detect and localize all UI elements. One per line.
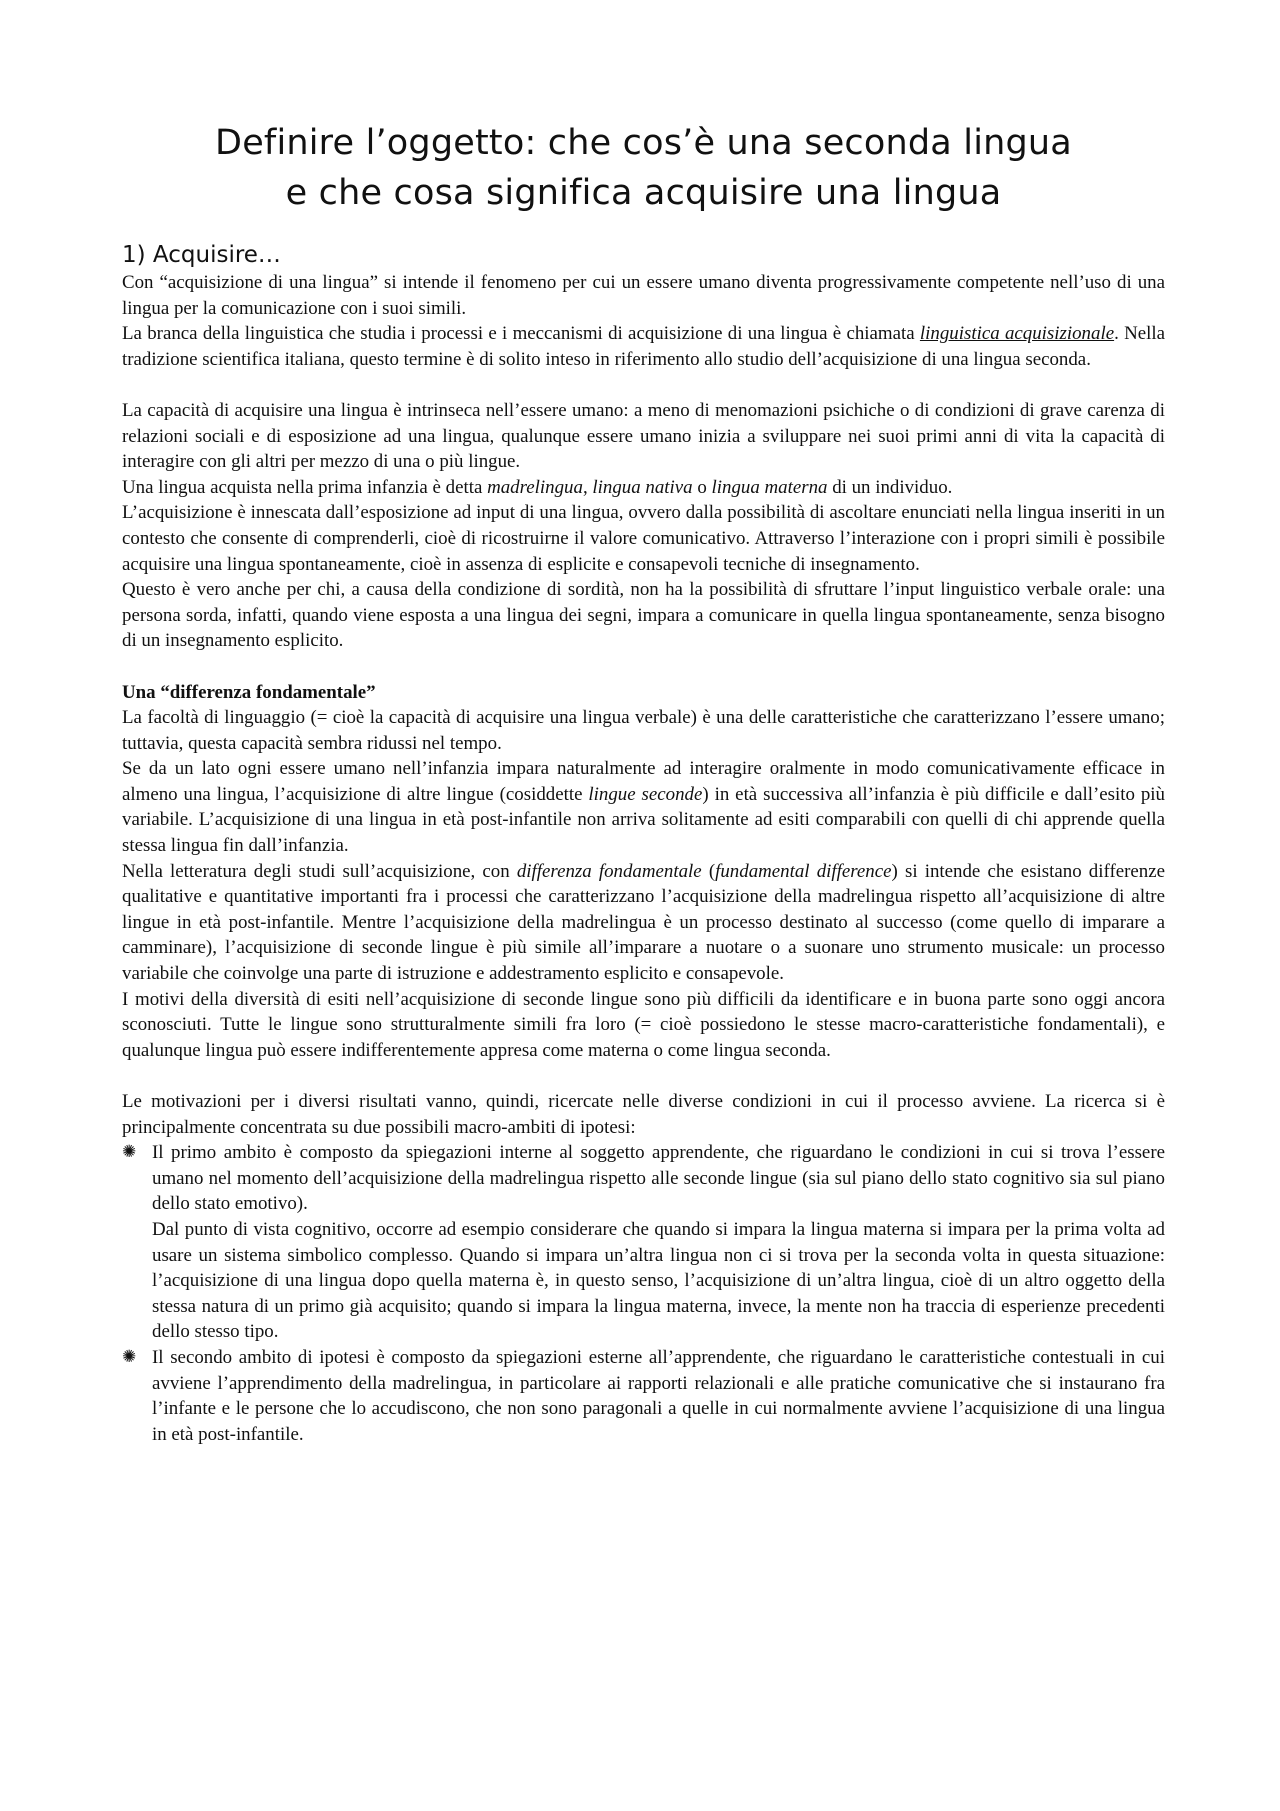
term-differenza-fondamentale: differenza fondamentale xyxy=(516,860,702,882)
term-linguistica-acquisizionale: linguistica acquisizionale xyxy=(919,323,1115,345)
paragraph: La capacità di acquisire una lingua è intrinseca nell’essere umano: a meno di menomazioni psichiche o di condizioni di grave carenza di relazioni sociali e di esposizione ad una lingua, qualunque essere umano inizia a sviluppare nei suoi primi anni di vita la capacità di interagire con gli altri per mezzo di una o più lingue. xyxy=(122,399,1165,473)
term-lingue-seconde: lingue seconde xyxy=(588,783,703,805)
list-item xyxy=(122,1345,1165,1447)
title-line-1: Definire l’oggetto: che cos’è una seconda lingua xyxy=(215,123,1072,163)
paragraph: Nella letteratura degli studi sull’acquisizione, con differenza fondamentale (fundamental difference) si intende che esistano differenze qualitative e quantitative importanti fra i processi che caratterizzano l’acquisizione della madrelingua rispetto all’acquisizione di altre lingue in età post-infantile. Mentre l’acquisizione della madrelingua è un processo destinato al successo (come quello di imparare a camminare), l’acquisizione di seconde lingue è più simile all’imparare a nuotare o a suonare uno strumento musicale: un processo variabile che coinvolge una parte di istruzione e addestramento esplicito e consapevole. xyxy=(122,860,1166,985)
document-body xyxy=(122,270,1165,1447)
paragraph-gap xyxy=(122,654,1165,680)
list-item-text: Il secondo ambito di ipotesi è composto da spiegazioni esterne all’apprendente, che riguardano le caratteristiche contestuali in cui avviene l’apprendimento della madrelingua, in particolare ai rapporti relazionali e alle pratiche comunicative che si instaurano fra l’infante e le persone che lo accudiscono, che non sono paragonali a quelle in cui normalmente avviene l’acquisizione di una lingua in età post-infantile. xyxy=(152,1346,1165,1445)
paragraph-gap xyxy=(122,1063,1165,1089)
term-fundamental-difference: fundamental difference xyxy=(715,860,892,882)
hypothesis-list xyxy=(122,1140,1165,1447)
term-madrelingua: madrelingua xyxy=(487,476,583,498)
paragraph: L’acquisizione è innescata dall’esposizione ad input di una lingua, ovvero dalla possibilità di ascoltare enunciati nella lingua inseriti in un contesto che consente di comprenderli, cioè di ricostruirne il valore comunicativo. Attraverso l’interazione con i propri simili è possibile acquisire una lingua spontaneamente, cioè in assenza di esplicite e consapevoli tecniche di insegnamento. xyxy=(122,502,1165,575)
asterisk-bullet-icon: ✺ xyxy=(122,1142,137,1163)
paragraph: Questo è vero anche per chi, a causa della condizione di sordità, non ha la possibilità di sfruttare l’input linguistico verbale orale: una persona sorda, infatti, quando viene esposta a una lingua dei segni, impara a comunicare in quella lingua spontaneamente, senza bisogno di un insegnamento esplicito. xyxy=(122,579,1165,652)
paragraph: I motivi della diversità di esiti nell’acquisizione di seconde lingue sono più difficili da identificare e in buona parte sono oggi ancora sconosciuti. Tutte le lingue sono strutturalmente simili fra loro (= cioè possiedono le stesse macro-caratteristiche fondamentali), e qualunque lingua può essere indifferentemente appresa come materna o come lingua seconda. xyxy=(122,988,1165,1061)
title-line-2: e che cosa significa acquisire una lingua xyxy=(285,173,1002,213)
asterisk-bullet-icon: ✺ xyxy=(122,1346,137,1367)
list-item-text: Dal punto di vista cognitivo, occorre ad esempio considerare che quando si impara la lingua materna si impara per la prima volta ad usare un sistema simbolico complesso. Quando si impara un’altra lingua non ci si trova per la seconda volta in questa situazione: l’acquisizione di una lingua dopo quella materna è, in questo senso, l’acquisizione di un’altra lingua, cioè di un altro oggetto della stessa natura di un primo già acquisito; quando si impara la lingua materna, invece, la mente non ha traccia di esperienze precedenti dello stesso tipo. xyxy=(152,1218,1165,1343)
term-lingua-nativa: lingua nativa xyxy=(592,476,693,498)
list-item-text: Il primo ambito è composto da spiegazioni interne al soggetto apprendente, che riguardano le condizioni in cui si trova l’essere umano nel momento dell’acquisizione della madrelingua rispetto alle seconde lingue (sia sul piano dello stato cognitivo sia sul piano dello stato emotivo). xyxy=(152,1142,1165,1215)
term-lingua-materna: lingua materna xyxy=(711,476,828,498)
paragraph-gap xyxy=(122,372,1165,398)
paragraph: La facoltà di linguaggio (= cioè la capacità di acquisire una lingua verbale) è una delle caratteristiche che caratterizzano l’essere umano; tuttavia, questa capacità sembra ridussi nel tempo. xyxy=(122,707,1165,754)
paragraph: La branca della linguistica che studia i processi e i meccanismi di acquisizione di una lingua è chiamata linguistica acquisizionale. Nella tradizione scientifica italiana, questo termine è di solito inteso in riferimento allo studio dell’acquisizione di una lingua seconda. xyxy=(122,323,1166,370)
paragraph: Con “acquisizione di una lingua” si intende il fenomeno per cui un essere umano diventa progressivamente competente nell’uso di una lingua per la comunicazione con i suoi simili. xyxy=(122,272,1165,319)
paragraph: Se da un lato ogni essere umano nell’infanzia impara naturalmente ad interagire oralmente in modo comunicativamente efficace in almeno una lingua, l’acquisizione di altre lingue (cosiddette lingue seconde) in età successiva all’infanzia è più difficile e dall’esito più variabile. L’acquisizione di una lingua in età post-infantile non arriva solitamente ad esiti comparabili con quelli di chi apprende quella stessa lingua fin dall’infanzia. xyxy=(122,758,1165,857)
subheading-differenza-fondamentale: Una “differenza fondamentale” xyxy=(122,681,376,703)
list-item xyxy=(122,1140,1165,1345)
document-title xyxy=(122,118,1165,218)
paragraph: Le motivazioni per i diversi risultati vanno, quindi, ricercate nelle diverse condizioni in cui il processo avviene. La ricerca si è principalmente concentrata su due possibili macro-ambiti di ipotesi: xyxy=(122,1091,1165,1138)
section-heading-acquisire: 1) Acquisire… xyxy=(122,242,281,268)
paragraph: Una lingua acquista nella prima infanzia è detta madrelingua, lingua nativa o lingua materna di un individuo. xyxy=(122,476,953,498)
